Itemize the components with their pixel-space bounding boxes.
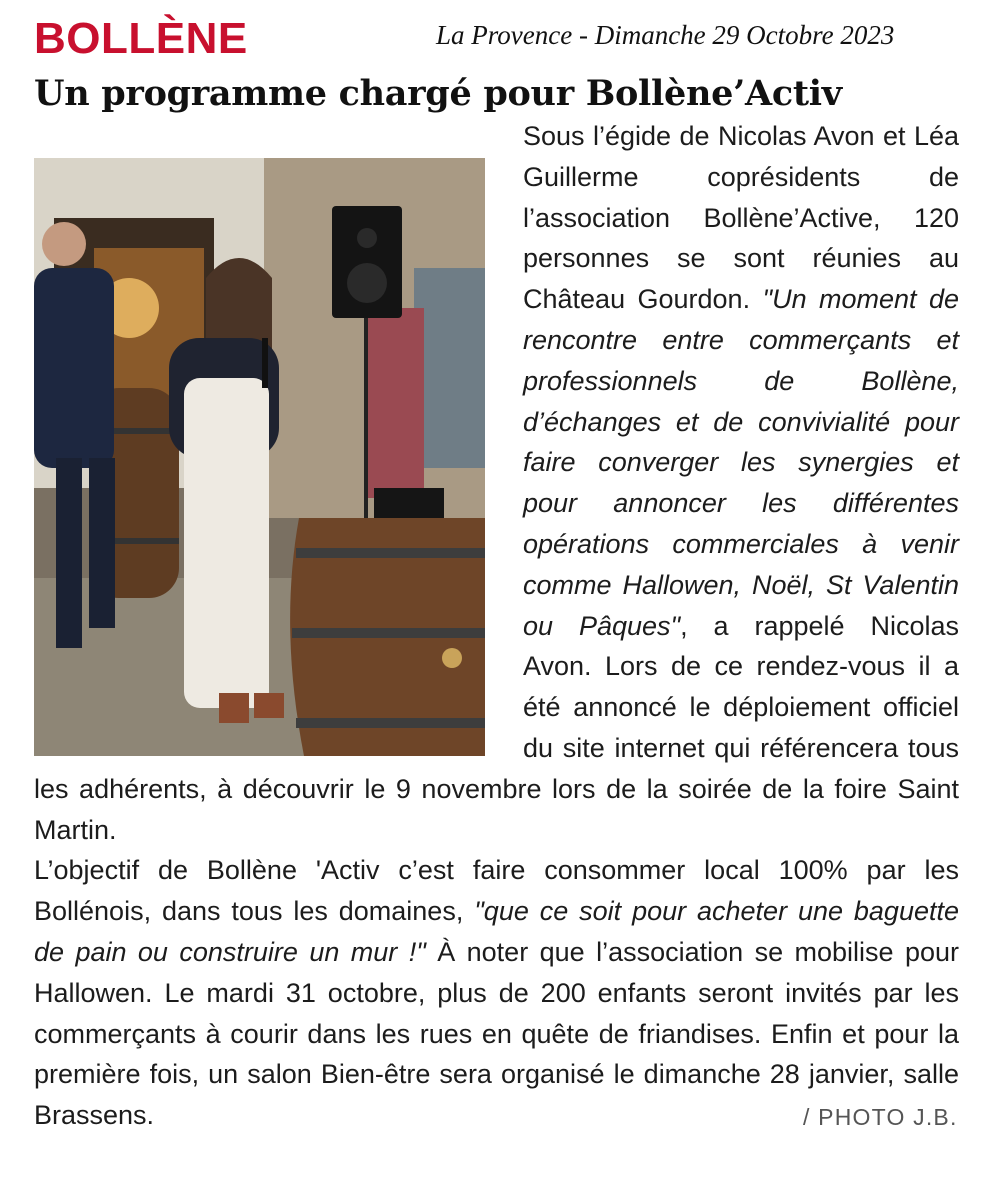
photo-wrap-spacer [34,116,523,758]
paragraph-2-rest: À noter que l’association se mobilise pour Hallowen. Le mardi 31 octobre, plus de 200 enfants seront invités par les commerçants à courir dans les rues en quête de friandises. Enfin et pour la première fois, un salon Bien-être sera organisé le dimanche 28 janvier, salle Brassens. [34,936,959,1131]
paragraph-2-quote: "que ce soit pour acheter une baguette de pain ou construire un mur !" [34,896,959,967]
paragraph-2-intro: L’objectif de Bollène 'Activ c’est faire consommer local 100% par les Bollénois, dans tous les domaines, [34,855,959,927]
paragraph-1-rest: , a rappelé Nicolas Avon. Lors de ce rendez-vous il a été annoncé le déploiement officiel du site internet qui référencera tous les adhérents, à découvrir le 9 novembre lors de la soirée de la foire Saint Martin. [34,610,959,845]
section-title: BOLLÈNE [34,14,248,63]
publication-line: La Provence - Dimanche 29 Octobre 2023 [436,20,895,50]
paragraph-1-intro: Sous l’égide de Nicolas Avon et Léa Guillerme coprésidents de l’association Bollène’Active, 120 personnes se sont réunies au Château Gourdon. [523,121,959,315]
paragraph-1-quote: "Un moment de rencontre entre commerçants et professionnels de Bollène, d’échanges et de convivialité pour faire converger les synergies et pour annoncer les différentes opérations commerciales à venir comme Hallowen, Noël, St Valentin ou Pâques" [523,284,959,641]
photo-credit: / PHOTO J.B. [803,1104,958,1130]
article-headline: Un programme chargé pour Bollène’Activ [34,73,842,114]
article-body [34,116,959,1136]
article-paragraph-2 [34,850,959,1136]
